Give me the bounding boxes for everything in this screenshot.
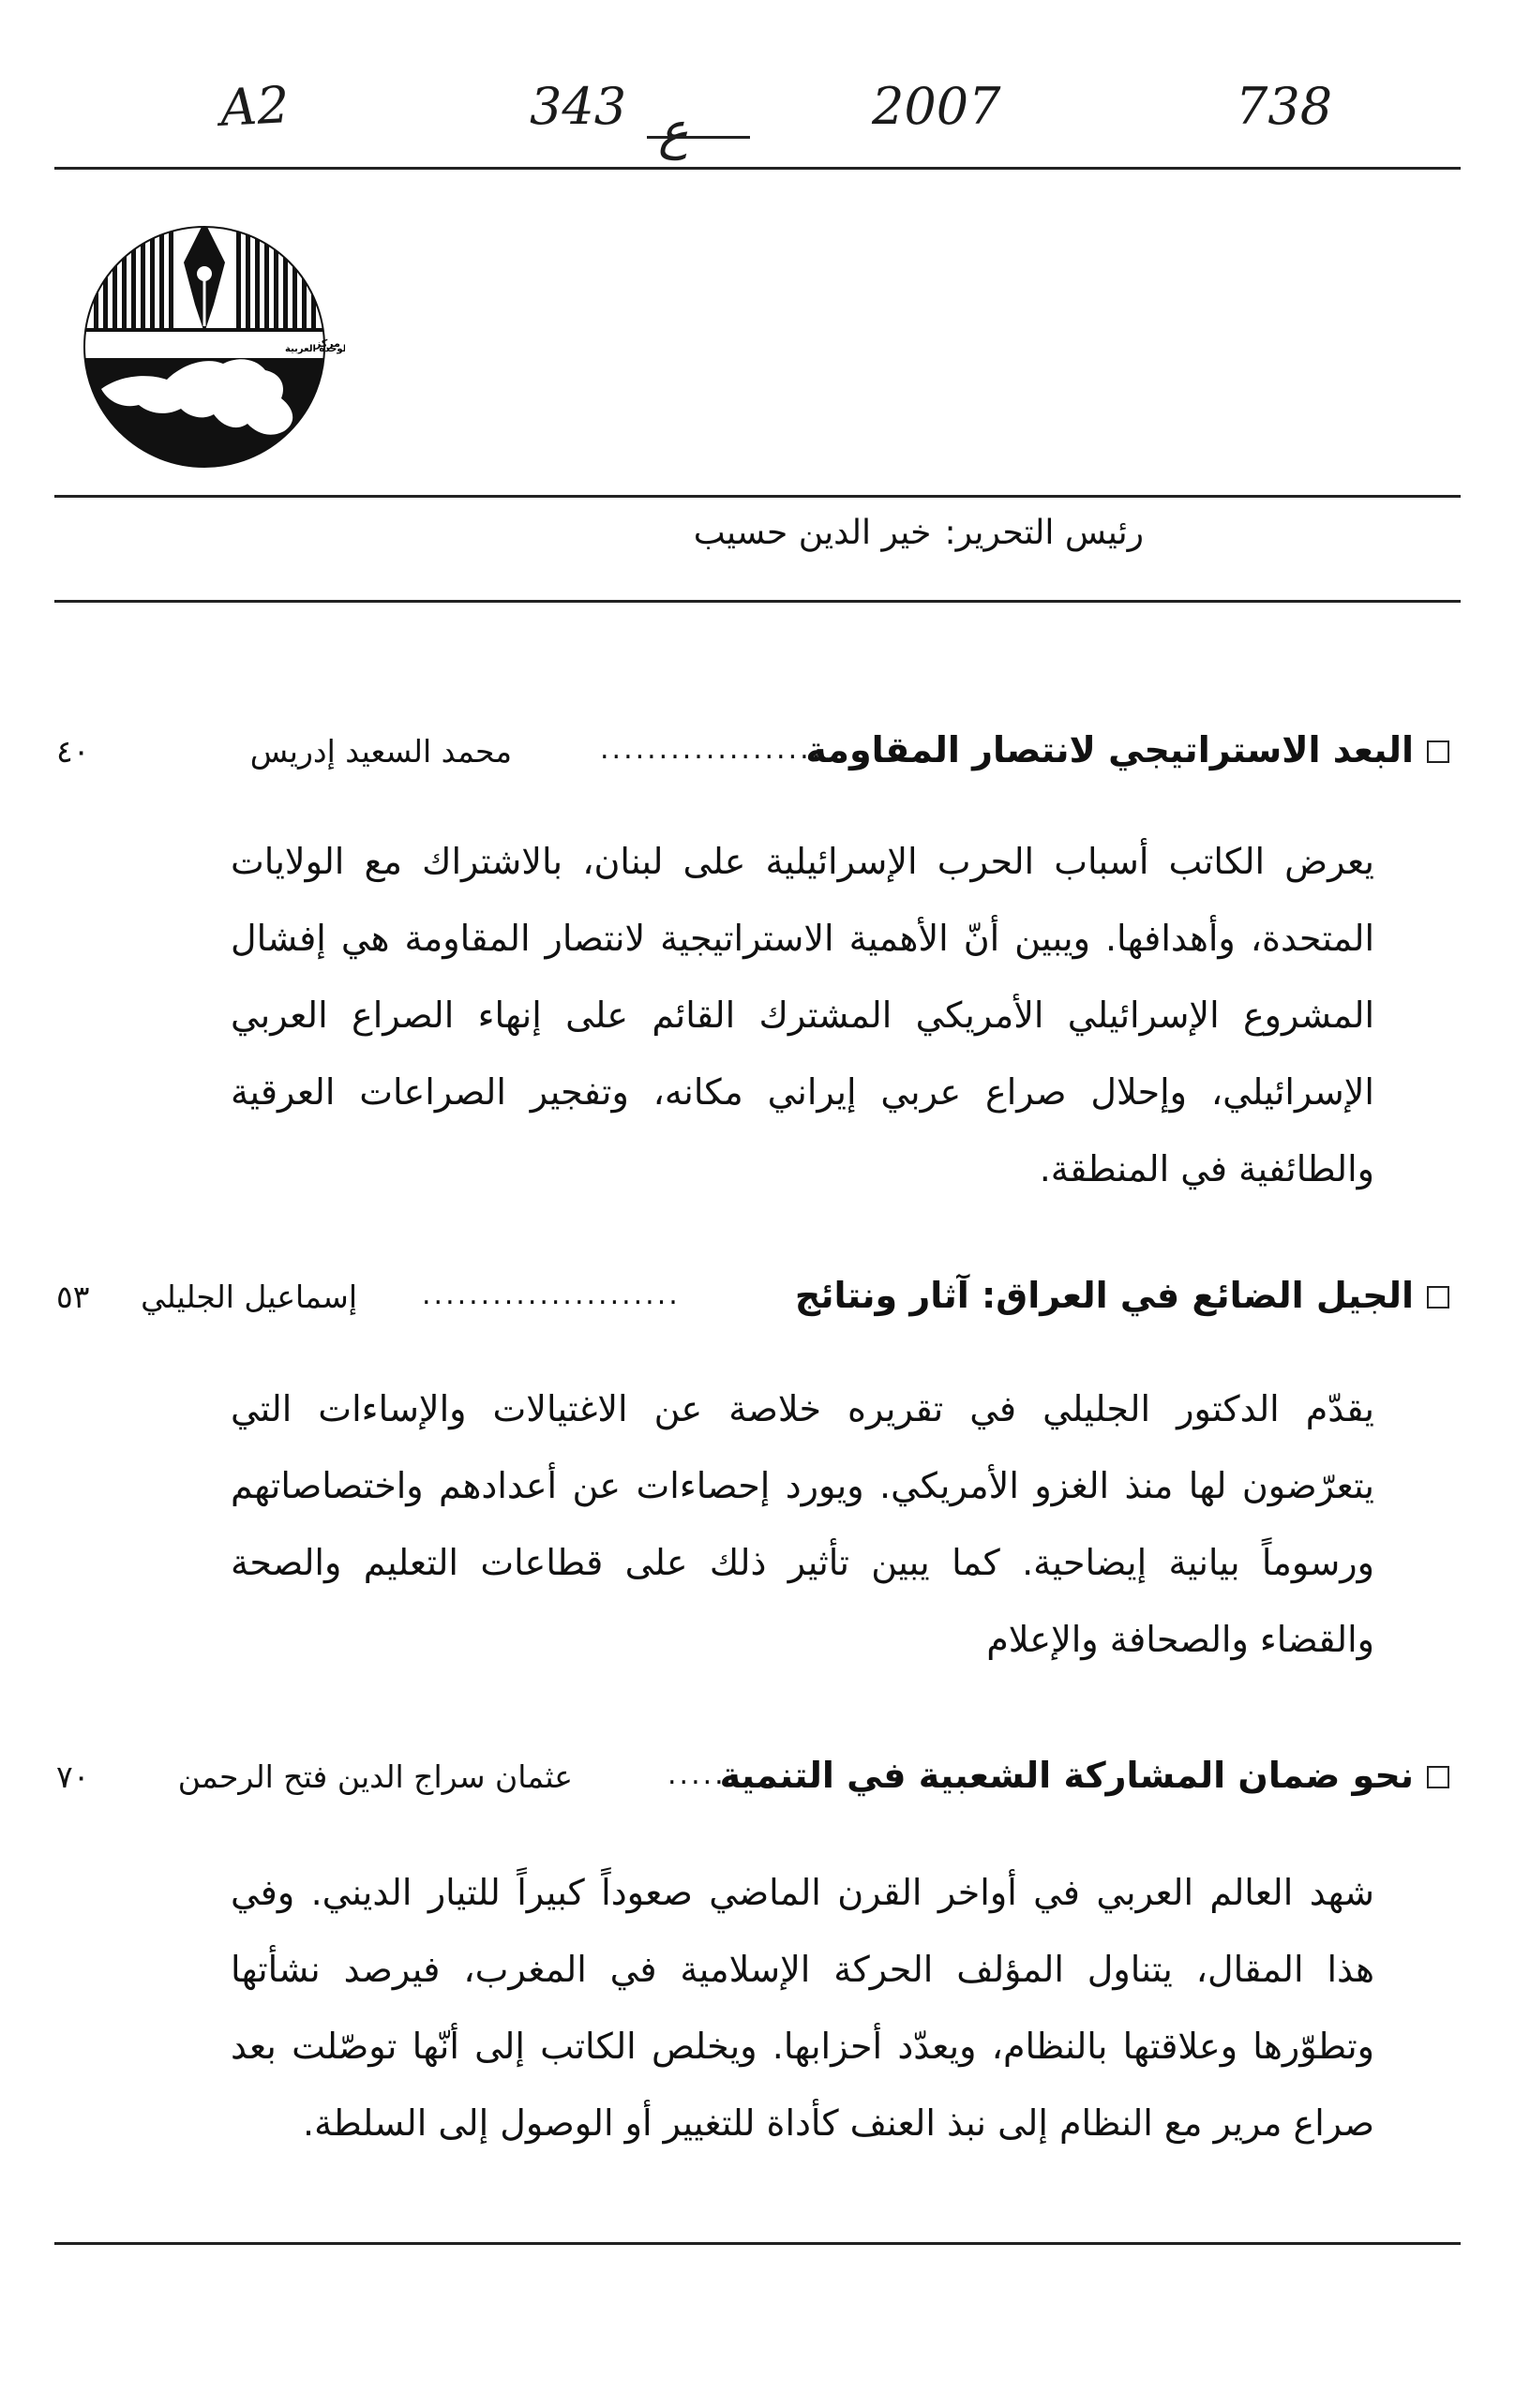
article-title[interactable]: الجيل الضائع في العراق: آثار ونتائج bbox=[794, 1275, 1414, 1316]
page-number: ٧٠ bbox=[56, 1758, 90, 1795]
handwritten-annotations bbox=[0, 75, 1515, 160]
logo-graphic bbox=[64, 216, 345, 469]
article-author: عثمان سراج الدين فتح الرحمن bbox=[177, 1758, 573, 1795]
editor-divider bbox=[54, 600, 1461, 603]
logo bbox=[64, 216, 345, 469]
leader-dots: ................... bbox=[600, 733, 824, 766]
editor-name: خير الدين حسيب bbox=[693, 514, 932, 552]
handwritten-year: 2007 bbox=[872, 77, 1001, 136]
logo-text-line1: مركز bbox=[315, 337, 340, 350]
editor-line bbox=[0, 514, 1144, 552]
leader-dots: ..... bbox=[668, 1758, 727, 1791]
article-3-heading bbox=[0, 1755, 1515, 1807]
handwritten-ref: 738 bbox=[1236, 77, 1333, 136]
page-number: ٤٠ bbox=[56, 733, 90, 770]
handwritten-letter: ع bbox=[658, 101, 689, 160]
handwritten-number: 343 bbox=[530, 77, 627, 136]
article-author: إسماعيل الجليلي bbox=[141, 1279, 357, 1315]
leader-dots: ...................... bbox=[422, 1279, 681, 1311]
checkbox-icon bbox=[1427, 1286, 1449, 1309]
logo-text-line2: وحدة العربية bbox=[285, 344, 343, 354]
article-1-heading bbox=[0, 729, 1515, 782]
article-author: محمد السعيد إدريس bbox=[249, 733, 512, 770]
editor-label: رئيس التحرير: bbox=[944, 514, 1144, 552]
bottom-divider bbox=[54, 2242, 1461, 2245]
article-abstract: شهد العالم العربي في أواخر القرن الماضي صعوداً كبيراً للتيار الديني. وفي هذا المقال، يتناول المؤلف الحركة الإسلامية في المغرب، فيرصد نشأتها وتطوّرها وعلاقتها بالنظام، ويعدّد أحزابها. ويخلص الكاتب إلى أنّها توصّلت بعد صراع مرير مع النظام إلى نبذ العنف كأداة للتغيير أو الوصول إلى السلطة. bbox=[231, 1872, 1374, 2144]
page-number: ٥٣ bbox=[56, 1279, 90, 1315]
logo-divider bbox=[54, 495, 1461, 498]
article-abstract: يقدّم الدكتور الجليلي في تقريره خلاصة عن الاغتيالات والإساءات التي يتعرّضون لها منذ الغزو الأمريكي. ويورد إحصاءات عن أعدادهم واختصاصاتهم ورسوماً بيانية إيضاحية. كما يبين تأثير ذلك على قطاعات التعليم والصحة والقضاء والصحافة والإعلام bbox=[231, 1388, 1374, 1660]
top-divider bbox=[54, 167, 1461, 170]
handwritten-code: A2 bbox=[218, 75, 291, 138]
article-title[interactable]: نحو ضمان المشاركة الشعبية في التنمية bbox=[719, 1755, 1414, 1796]
article-title[interactable]: البعد الاستراتيجي لانتصار المقاومة bbox=[805, 729, 1414, 770]
checkbox-icon bbox=[1427, 1766, 1449, 1788]
checkbox-icon bbox=[1427, 740, 1449, 763]
handwritten-underline bbox=[647, 136, 750, 139]
article-abstract: يعرض الكاتب أسباب الحرب الإسرائيلية على لبنان، بالاشتراك مع الولايات المتحدة، وأهدافها. ويبين أنّ الأهمية الاستراتيجية لانتصار المقاومة هي إفشال المشروع الإسرائيلي الأمريكي المشترك القائم على إنهاء الصراع العربي الإسرائيلي، وإحلال صراع عربي إيراني مكانه، وتفجير الصراعات العرقية والطائفية في المنطقة. bbox=[231, 841, 1374, 1189]
article-2-heading bbox=[0, 1275, 1515, 1327]
